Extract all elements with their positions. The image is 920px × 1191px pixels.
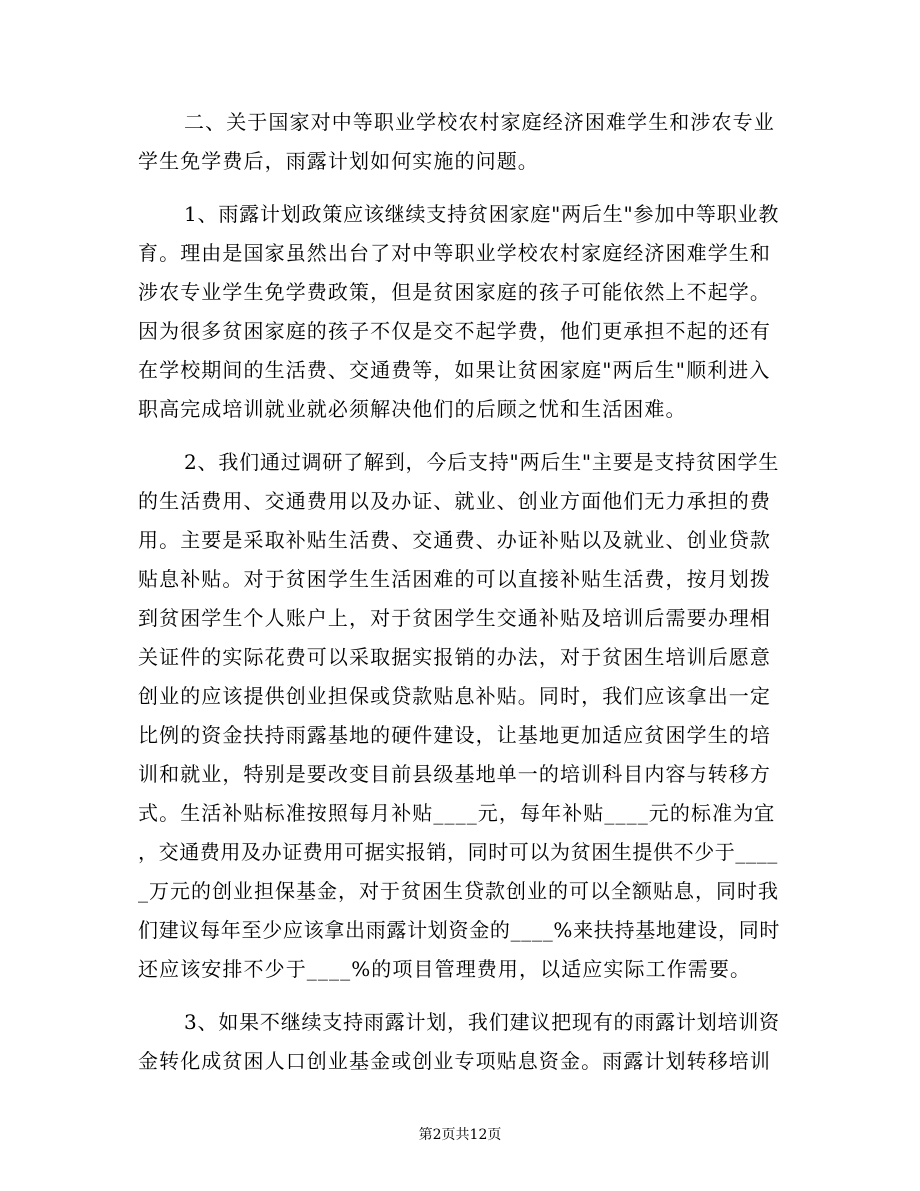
text-line: 创业的应该提供创业担保或贷款贴息补贴。同时，我们应该拿出一定 [138, 684, 771, 708]
text-line: 训和就业，特别是要改变目前县级基地单一的培训科目内容与转移方 [138, 762, 771, 786]
text-line: 式。生活补贴标准按照每月补贴____元，每年补贴____元的标准为宜 [138, 801, 776, 825]
paragraph-section-two [138, 103, 780, 181]
text-line: _万元的创业担保基金，对于贫困生贷款创业的可以全额贴息，同时我 [138, 879, 779, 903]
text-line: 们建议每年至少应该拿出雨露计划资金的____%来扶持基地建设，同时 [138, 918, 781, 942]
text-line: 1、雨露计划政策应该继续支持贫困家庭"两后生"参加中等职业教 [184, 202, 780, 226]
paragraph-point-three [138, 1003, 780, 1081]
text-line: 职高完成培训就业就必须解决他们的后顾之忧和生活困难。 [138, 397, 687, 421]
paragraph-point-two [138, 443, 780, 989]
text-line: 关证件的实际花费可以采取据实报销的办法，对于贫困生培训后愿意 [138, 645, 771, 669]
text-line: ，交通费用及办证费用可据实报销，同时可以为贫困生提供不少于____ [138, 840, 778, 864]
text-line: 涉农专业学生免学费政策，但是贫困家庭的孩子可能依然上不起学。 [138, 280, 771, 304]
text-line: 金转化成贫困人口创业基金或创业专项贴息资金。雨露计划转移培训 [138, 1049, 771, 1073]
text-line: 学生免学费后，雨露计划如何实施的问题。 [138, 149, 539, 173]
text-line: 比例的资金扶持雨露基地的硬件建设，让基地更加适应贫困学生的培 [138, 723, 771, 747]
text-line: 贴息补贴。对于贫困学生生活困难的可以直接补贴生活费，按月划拨 [138, 567, 771, 591]
text-line: 2、我们通过调研了解到，今后支持"两后生"主要是支持贫困学生 [184, 450, 780, 474]
text-line: 育。理由是国家虽然出台了对中等职业学校农村家庭经济困难学生和 [138, 241, 771, 265]
document-body [138, 103, 780, 1095]
text-line: 3、如果不继续支持雨露计划，我们建议把现有的雨露计划培训资 [184, 1010, 780, 1034]
text-line: 还应该安排不少于____%的项目管理费用，以适应实际工作需要。 [138, 957, 752, 981]
text-line: 用。主要是采取补贴生活费、交通费、办证补贴以及就业、创业贷款 [138, 528, 771, 552]
text-line: 到贫困学生个人账户上，对于贫困学生交通补贴及培训后需要办理相 [138, 606, 771, 630]
text-line: 的生活费用、交通费用以及办证、就业、创业方面他们无力承担的费 [138, 489, 771, 513]
text-line: 因为很多贫困家庭的孩子不仅是交不起学费，他们更承担不起的还有 [138, 319, 771, 343]
page-number-footer: 第2页共12页 [418, 1127, 502, 1143]
paragraph-point-one [138, 195, 780, 429]
text-line: 二、关于国家对中等职业学校农村家庭经济困难学生和涉农专业 [184, 110, 775, 134]
text-line: 在学校期间的生活费、交通费等，如果让贫困家庭"两后生"顺利进入 [138, 358, 771, 382]
